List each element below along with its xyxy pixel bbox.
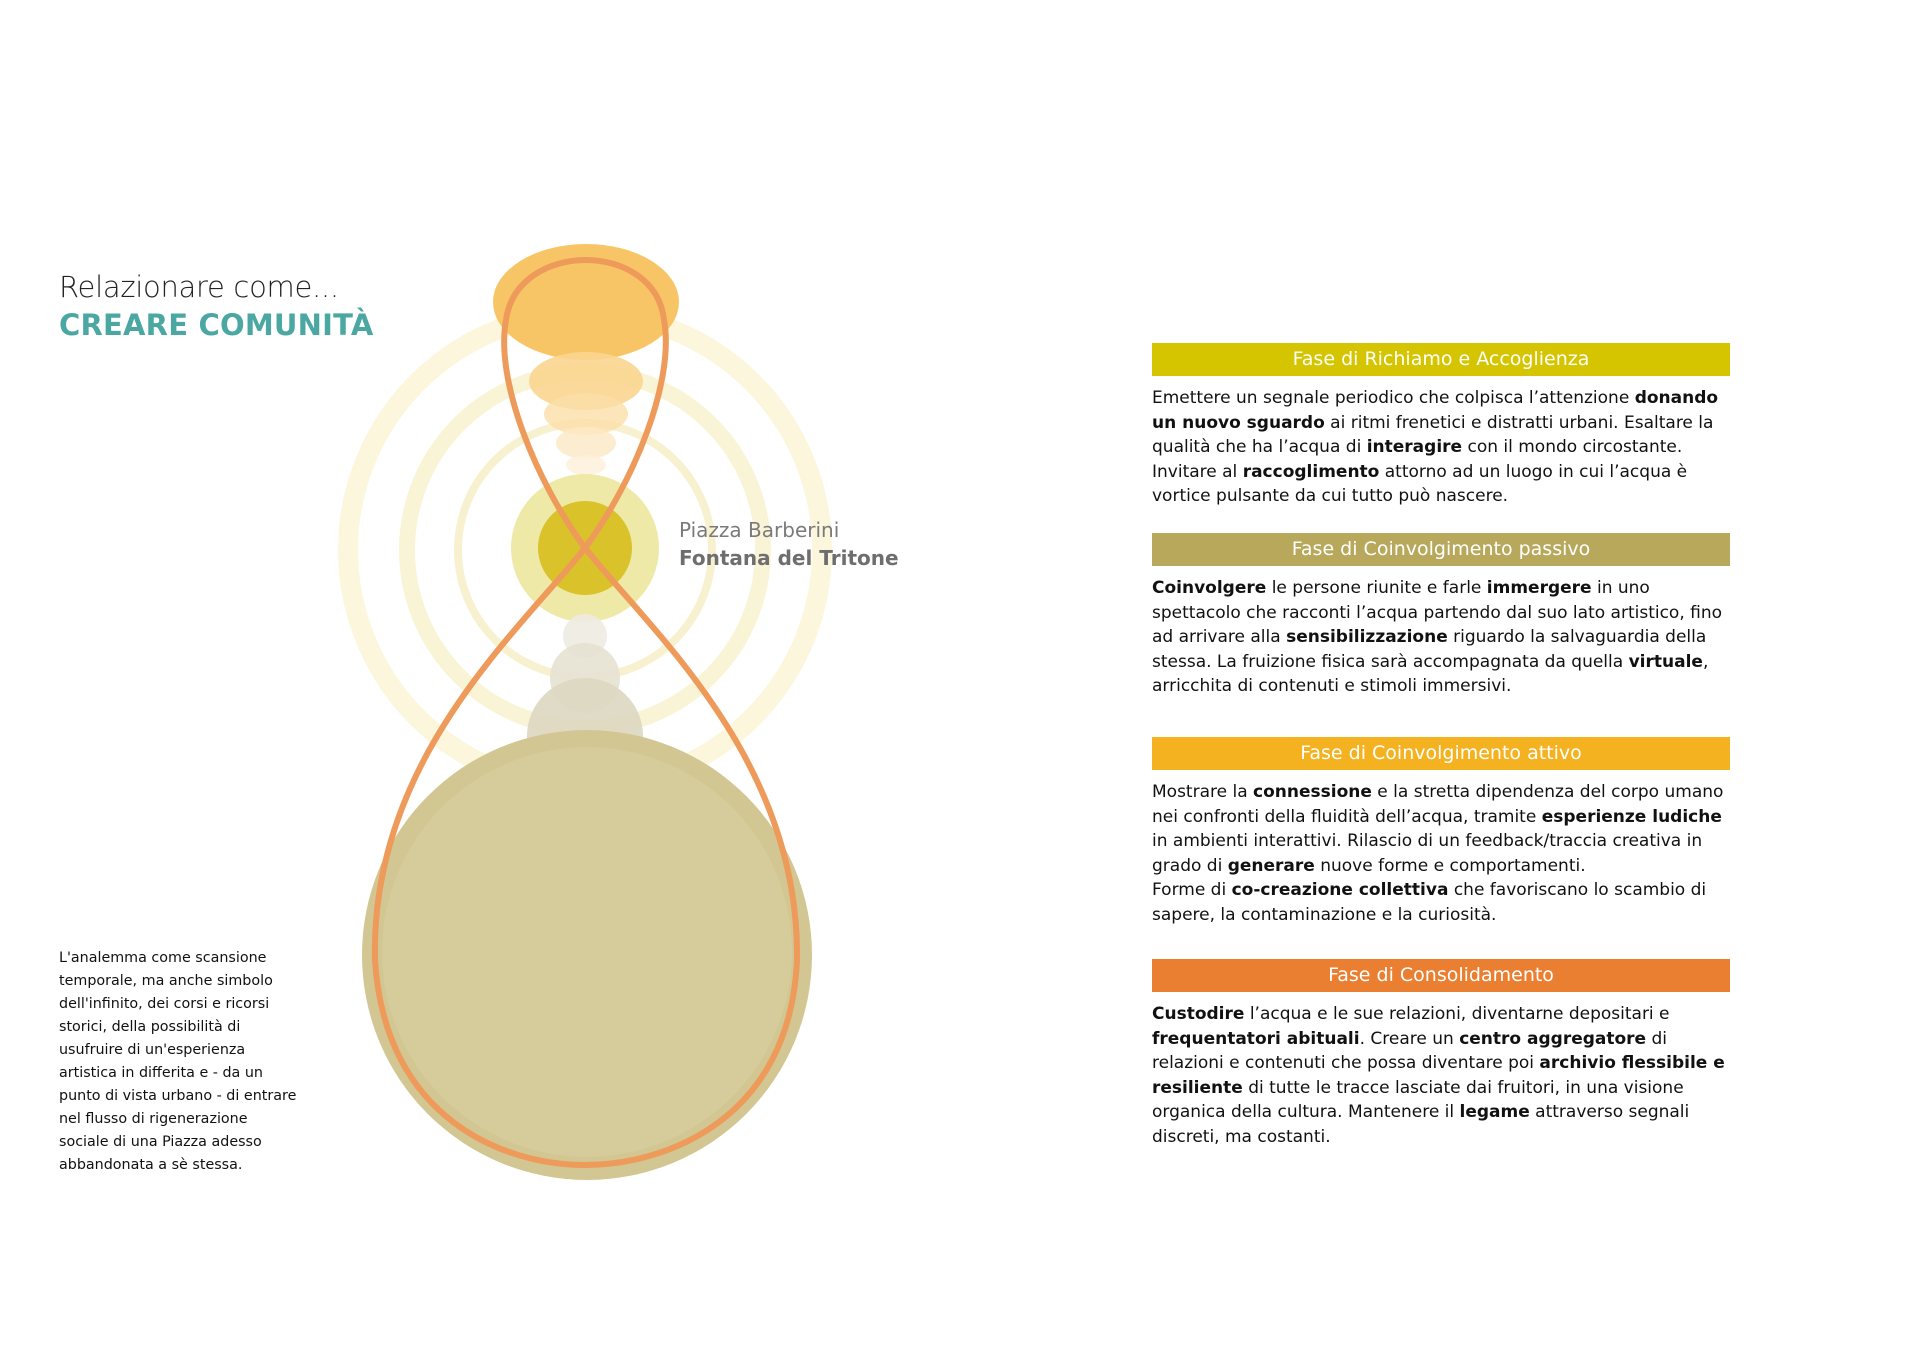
bottom-disc bbox=[382, 747, 792, 1157]
text-run: riguardo la salvaguardia della stessa. La fruizione fisica sarà accompagnata da quella bbox=[1152, 627, 1707, 672]
phase-paragraph bbox=[1152, 1002, 1730, 1150]
phase-paragraph bbox=[1152, 386, 1730, 509]
text-run: Mostrare la bbox=[1152, 782, 1254, 802]
text-run: Emettere un segnale periodico che colpisca l’attenzione bbox=[1152, 388, 1635, 408]
keyword: Coinvolgere bbox=[1152, 578, 1267, 598]
text-run: , arricchita di contenuti e stimoli immersivi. bbox=[1152, 651, 1709, 697]
text-run: nuove forme e comportamenti. bbox=[1314, 855, 1586, 876]
keyword: interagire bbox=[1366, 437, 1463, 458]
keyword: raccoglimento bbox=[1242, 461, 1380, 482]
keyword: sensibilizzazione bbox=[1286, 627, 1448, 648]
keyword: Custodire bbox=[1152, 1004, 1245, 1024]
title-subtitle: Relazionare come... bbox=[59, 270, 339, 304]
phase-paragraph bbox=[1152, 878, 1730, 927]
fountain-name: Fontana del Tritone bbox=[679, 546, 899, 570]
phase-title: Fase di Richiamo e Accoglienza bbox=[1152, 343, 1730, 376]
text-run: attraverso segnali discreti, ma costanti. bbox=[1152, 1102, 1690, 1147]
text-run: con il mondo circostante. Invitare al bbox=[1152, 437, 1683, 482]
text-run: . Creare un bbox=[1359, 1028, 1460, 1049]
keyword: centro aggregatore bbox=[1459, 1028, 1647, 1049]
keyword: immergere bbox=[1486, 578, 1592, 598]
text-run: in ambienti interattivi. Rilascio di un feedback/traccia creativa in grado di bbox=[1152, 831, 1703, 876]
text-run: di relazioni e contenuti che possa diventare poi bbox=[1152, 1028, 1668, 1074]
text-run: attorno ad un luogo in cui l’acqua è vortice pulsante da cui tutto può nascere. bbox=[1152, 461, 1688, 507]
keyword: archivio flessibile e resiliente bbox=[1152, 1053, 1725, 1098]
phase-title: Fase di Consolidamento bbox=[1152, 959, 1730, 992]
place-name: Piazza Barberini bbox=[679, 518, 840, 542]
phase-title: Fase di Coinvolgimento passivo bbox=[1152, 533, 1730, 566]
keyword: generare bbox=[1227, 855, 1315, 876]
phase-description bbox=[1152, 780, 1730, 928]
phase-1 bbox=[1152, 343, 1730, 509]
keyword: virtuale bbox=[1628, 651, 1703, 672]
phase-3 bbox=[1152, 737, 1730, 928]
keyword: frequentatori abituali bbox=[1152, 1028, 1360, 1049]
text-run: ai ritmi frenetici e distratti urbani. Esaltare la qualità che ha l’acqua di bbox=[1152, 412, 1714, 458]
place-label bbox=[679, 516, 899, 572]
phase-description bbox=[1152, 1002, 1730, 1150]
phase-paragraph bbox=[1152, 576, 1730, 699]
keyword: co-creazione collettiva bbox=[1231, 880, 1449, 901]
text-run: di tutte le tracce lasciate dai fruitori, in una visione organica della cultura. Mantenere il bbox=[1152, 1077, 1684, 1123]
phase-description bbox=[1152, 386, 1730, 509]
phase-description bbox=[1152, 576, 1730, 699]
analemma-caption: L'analemma come scansione temporale, ma anche simbolo dell'infinito, dei corsi e ricorsi storici, della possibilità di usufruire di un'esperienza artistica in differita e - da un punto di vista urbano - di entrare nel flusso di rigenerazione sociale di una Piazza adesso abbandonata a sè stessa. bbox=[59, 950, 297, 1173]
keyword: donando un nuovo sguardo bbox=[1152, 388, 1719, 433]
text-run: l’acqua e le sue relazioni, diventarne depositari e bbox=[1244, 1004, 1670, 1024]
text-run: in uno spettacolo che racconti l’acqua partendo dal suo lato artistico, fino ad arrivare alla bbox=[1152, 578, 1723, 648]
text-run: Forme di bbox=[1152, 880, 1232, 901]
phase-4 bbox=[1152, 959, 1730, 1150]
keyword: connessione bbox=[1253, 782, 1372, 802]
title-heading: CREARE COMUNITÀ bbox=[59, 308, 374, 342]
keyword: legame bbox=[1459, 1102, 1530, 1123]
top-ellipse-4 bbox=[556, 427, 616, 459]
text-run: le persone riunite e farle bbox=[1266, 578, 1487, 598]
text-run: che favoriscano lo scambio di sapere, la contaminazione e la curiosità. bbox=[1152, 880, 1707, 925]
text-run: e la stretta dipendenza del corpo umano nei confronti della fluidità dell’acqua, tramite bbox=[1152, 782, 1724, 827]
top-ellipse-5 bbox=[566, 455, 606, 475]
phase-title: Fase di Coinvolgimento attivo bbox=[1152, 737, 1730, 770]
phase-2 bbox=[1152, 533, 1730, 699]
keyword: esperienze ludiche bbox=[1541, 806, 1722, 827]
phase-paragraph bbox=[1152, 780, 1730, 878]
